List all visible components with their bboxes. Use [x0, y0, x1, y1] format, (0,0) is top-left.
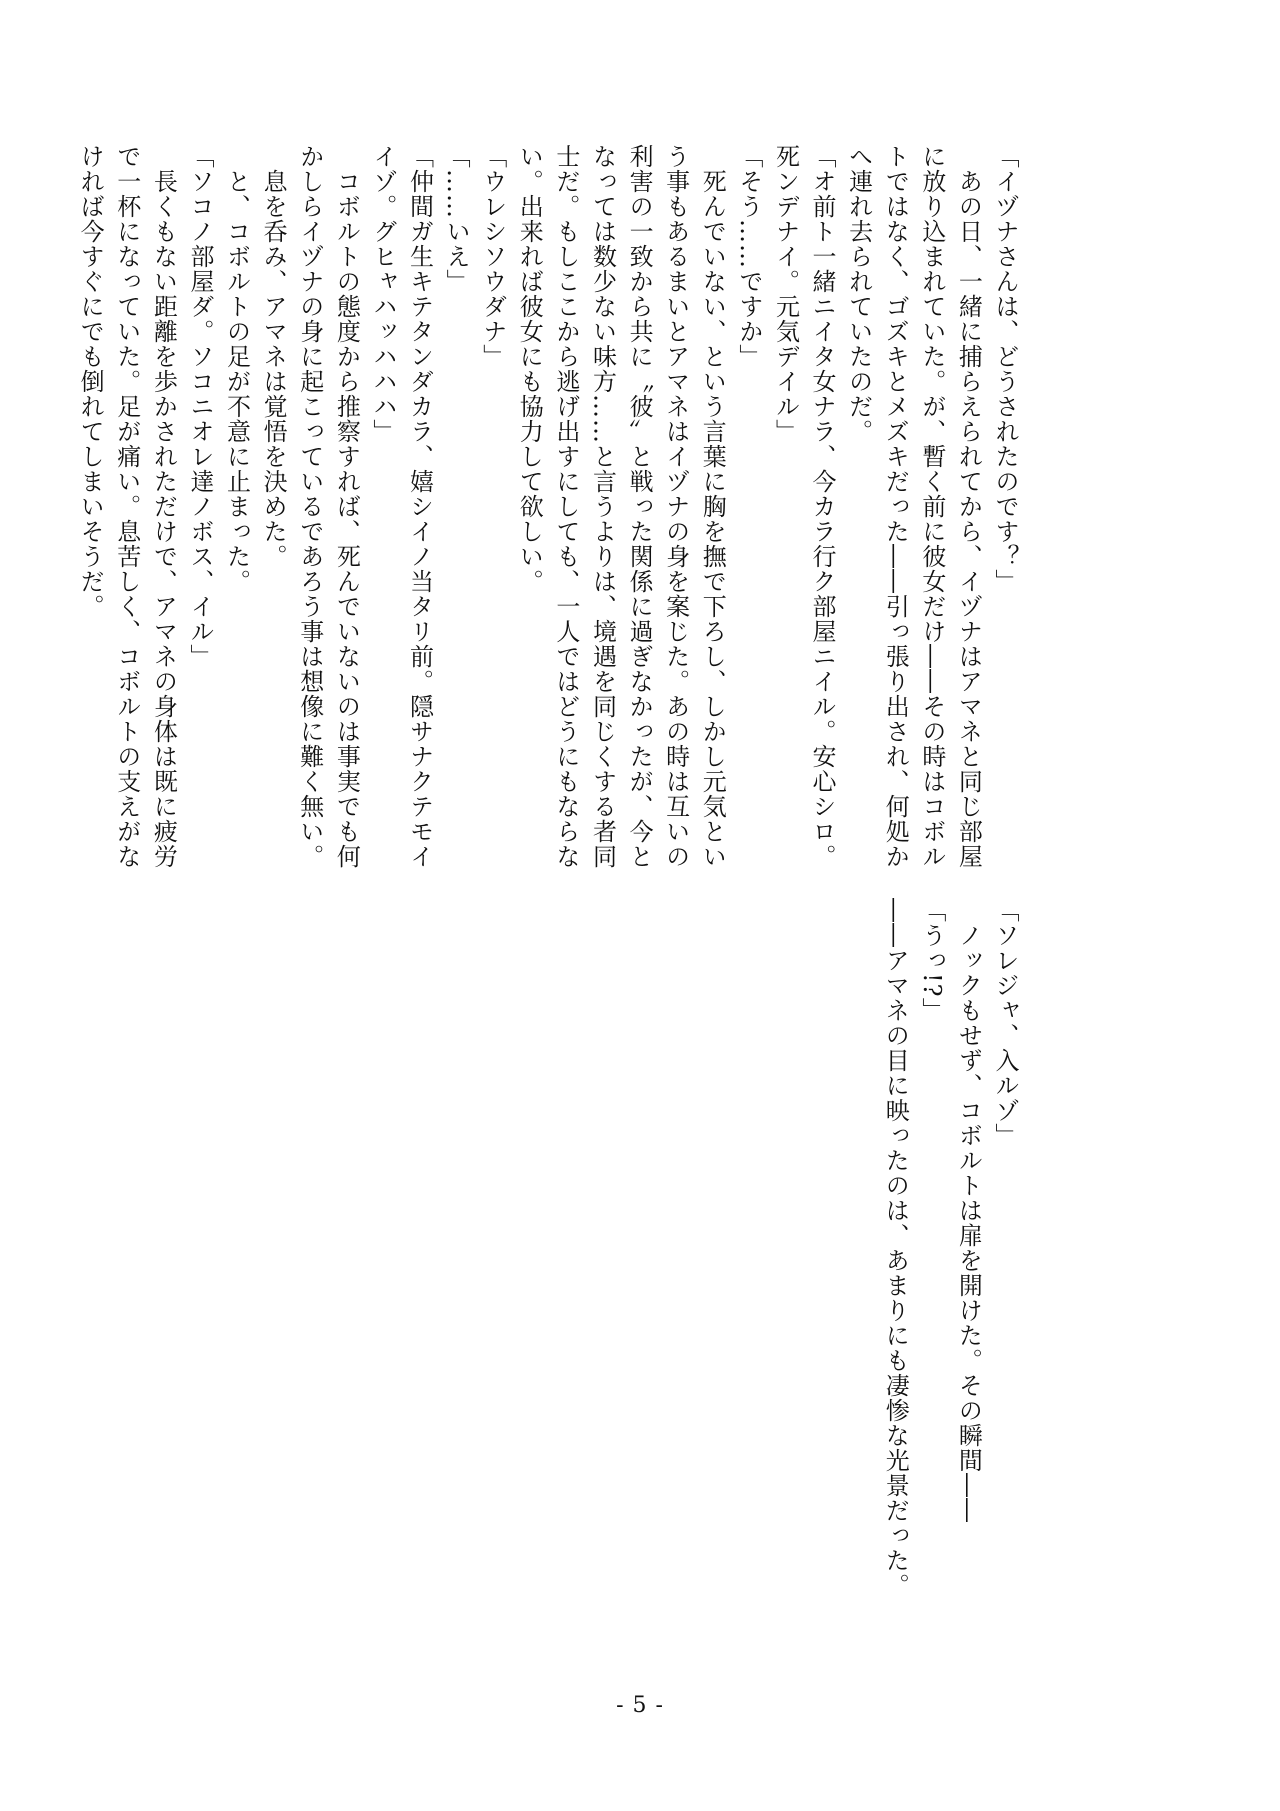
text-line: トではなく、ゴズキとメズキだった――引っ張り出され、何処か — [881, 144, 910, 869]
text-line: 「ソコノ部屋ダ。ソコニオレ達ノボス、イル」 — [185, 144, 214, 669]
text-line: かしらイヅナの身に起こっているであろう事は想像に難く無い。 — [295, 144, 324, 869]
text-line: ノックもせず、コボルトは扉を開けた。その瞬間―― — [954, 898, 983, 1523]
text-line: ――アマネの目に映ったのは、あまりにも凄惨な光景だった。 — [881, 898, 910, 1598]
text-line: 「仲間ガ生キテタンダカラ、嬉シイノ当タリ前。隠サナクテモイ — [405, 144, 434, 869]
text-line: あの日、一緒に捕らえられてから、イヅナはアマネと同じ部屋 — [954, 144, 983, 869]
text-line: う事もあるまいとアマネはイヅナの身を案じた。あの時は互いの — [661, 144, 690, 869]
text-line: 長くもない距離を歩かされただけで、アマネの身体は既に疲労 — [149, 144, 178, 869]
lower-text-block — [877, 898, 1023, 1618]
text-line: 「……いえ」 — [442, 144, 471, 294]
upper-text-block — [72, 144, 1023, 869]
text-line: なっては数少ない味方……と言うよりは、境遇を同じくする者同 — [588, 144, 617, 869]
text-line: へ連れ去られていたのだ。 — [844, 144, 873, 444]
text-line: 「イヅナさんは、どうされたのです？」 — [991, 144, 1019, 594]
text-line: ければ今すぐにでも倒れてしまいそうだ。 — [76, 144, 105, 619]
text-line: で一杯になっていた。足が痛い。息苦しく、コボルトの支えがな — [112, 144, 141, 869]
text-line: 「ウレシソウダナ」 — [478, 144, 507, 369]
text-line: 死んでいない、という言葉に胸を撫で下ろし、しかし元気とい — [698, 144, 727, 869]
text-line: 利害の一致から共に〝彼〟と戦った関係に過ぎなかったが、今と — [625, 144, 654, 869]
text-line: 「ソレジャ、入ルゾ」 — [991, 898, 1019, 1148]
text-line: 死ンデナイ。元気デイル」 — [771, 144, 800, 444]
text-line: 「うっ!?」 — [917, 898, 946, 1023]
text-line: イゾ。グヒャハッハハハ」 — [368, 144, 397, 444]
text-line: 息を呑み、アマネは覚悟を決めた。 — [259, 144, 288, 569]
text-line: に放り込まれていた。が、暫く前に彼女だけ――その時はコボル — [917, 144, 946, 869]
text-line: コボルトの態度から推察すれば、死んでいないのは事実でも何 — [332, 144, 361, 869]
page-number: - 5 - — [616, 1693, 664, 1718]
text-line: 士だ。もしここから逃げ出すにしても、一人ではどうにもならな — [551, 144, 580, 869]
text-line: 「オ前ト一緒ニイタ女ナラ、今カラ行ク部屋ニイル。安心シロ。 — [808, 144, 837, 869]
text-line: と、コボルトの足が不意に止まった。 — [222, 144, 251, 594]
text-line: い。出来れば彼女にも協力して欲しい。 — [515, 144, 544, 594]
text-line: 「そう……ですか」 — [734, 144, 763, 369]
